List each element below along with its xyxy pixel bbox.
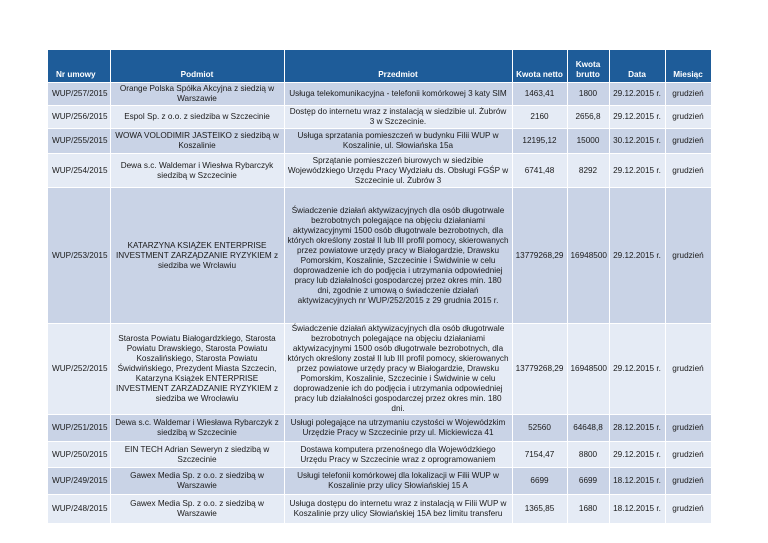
header-nr: Nr umowy bbox=[48, 50, 110, 83]
header-miesiac: Miesiąc bbox=[665, 50, 711, 83]
cell-brutto: 15000 bbox=[567, 129, 609, 154]
header-data: Data bbox=[609, 50, 665, 83]
table-row bbox=[48, 129, 711, 154]
table-row bbox=[48, 324, 711, 415]
cell-netto: 7154,47 bbox=[512, 442, 567, 468]
table-row bbox=[48, 83, 711, 106]
cell-podmiot: Gawex Media Sp. z o.o. z siedzibą w Warszawie bbox=[110, 495, 284, 523]
header-kwota-netto: Kwota netto bbox=[512, 50, 567, 83]
cell-netto: 12195,12 bbox=[512, 129, 567, 154]
cell-data: 29.12.2015 r. bbox=[609, 442, 665, 468]
cell-netto: 13779268,29 bbox=[512, 324, 567, 415]
cell-miesiac: grudzień bbox=[665, 415, 711, 442]
header-przedmiot: Przedmiot bbox=[284, 50, 512, 83]
cell-miesiac: grudzień bbox=[665, 188, 711, 324]
cell-brutto: 8292 bbox=[567, 154, 609, 188]
cell-miesiac: grudzień bbox=[665, 83, 711, 106]
cell-podmiot: Dewa s.c. Waldemar i Wiesłwa Rybarczyk siedzibą w Szczecinie bbox=[110, 154, 284, 188]
cell-przedmiot: Usługa sprzatania pomieszczeń w budynku Filii WUP w Koszalinie, ul. Słowiańska 15a bbox=[284, 129, 512, 154]
contracts-table bbox=[48, 50, 712, 523]
cell-netto: 1365,85 bbox=[512, 495, 567, 523]
cell-miesiac: grudzień bbox=[665, 129, 711, 154]
cell-podmiot: KATARZYNA KSIĄŻEK ENTERPRISE INVESTMENT ZARZĄDZANIE RYZYKIEM z siedziba we Wrcławiu bbox=[110, 188, 284, 324]
cell-nr: WUP/248/2015 bbox=[48, 495, 110, 523]
cell-przedmiot: Usługi polegające na utrzymaniu czystości w Wojewódzkim Urzędzie Pracy w Szczecinie przy ul. Mickiewicza 41 bbox=[284, 415, 512, 442]
cell-netto: 1463,41 bbox=[512, 83, 567, 106]
cell-podmiot: Dewa s.c. Waldemar i Wiesława Rybarczyk z siedzibą w Szczecinie bbox=[110, 415, 284, 442]
cell-brutto: 6699 bbox=[567, 468, 609, 495]
cell-przedmiot: Usługa telekomunikacyjna - telefonii komórkowej 3 katy SIM bbox=[284, 83, 512, 106]
table-row bbox=[48, 154, 711, 188]
cell-nr: WUP/255/2015 bbox=[48, 129, 110, 154]
cell-data: 29.12.2015 r. bbox=[609, 83, 665, 106]
cell-data: 29.12.2015 r. bbox=[609, 154, 665, 188]
table-row bbox=[48, 415, 711, 442]
cell-data: 18.12.2015 r. bbox=[609, 495, 665, 523]
cell-netto: 13779268,29 bbox=[512, 188, 567, 324]
header-podmiot: Podmiot bbox=[110, 50, 284, 83]
cell-data: 29.12.2015 r. bbox=[609, 106, 665, 129]
cell-przedmiot: Sprzątanie pomieszczeń biurowych w siedzibie Wojewódzkiego Urzędu Pracy Wydziału ds. Obsługi FGŚP w Szczecinie ul. Żubrów 3 bbox=[284, 154, 512, 188]
cell-podmiot: Espol Sp. z o.o. z siedziba w Szczecinie bbox=[110, 106, 284, 129]
cell-miesiac: grudzień bbox=[665, 468, 711, 495]
cell-data: 29.12.2015 r. bbox=[609, 188, 665, 324]
cell-podmiot: Starosta Powiatu Białogardzkiego, Starosta Powiatu Drawskiego, Starosta Powiatu Koszalińskiego, Starosta Powiatu Świdwińskiego, Prezydent Miasta Szczecin, Katarzyna Książek ENTERPRISE INVESTMENT ZARZADZANIE RYZYKIEM z siedziba we Wrocławiu bbox=[110, 324, 284, 415]
cell-nr: WUP/252/2015 bbox=[48, 324, 110, 415]
cell-nr: WUP/249/2015 bbox=[48, 468, 110, 495]
cell-data: 28.12.2015 r. bbox=[609, 415, 665, 442]
cell-podmiot: Orange Polska Spółka Akcyjna z siedzią w Warszawie bbox=[110, 83, 284, 106]
cell-brutto: 1680 bbox=[567, 495, 609, 523]
cell-nr: WUP/250/2015 bbox=[48, 442, 110, 468]
cell-brutto: 16948500 bbox=[567, 324, 609, 415]
cell-podmiot: EIN TECH Adrian Seweryn z siedzibą w Szczecinie bbox=[110, 442, 284, 468]
cell-brutto: 16948500 bbox=[567, 188, 609, 324]
cell-przedmiot: Świadczenie działań aktywizacyjnych dla osób długotrwale bezrobotnych polegające na objęciu działaniami aktywizacyjnymi 1500 osób długotrwale bezrobotnych, dla których określony został II lub III profil pomocy, skierowanych przez powiatowe urzędy pracy w Białogardzie, Drawsku Pomorskim, Koszalinie, Szczecinie i Świdwinie w celu doprowadzenie ich do podjęcia i utrzymania odpowiedniej pracy lub działalności gospodarczej przez okres min. 180 dni. bbox=[284, 324, 512, 415]
table-row bbox=[48, 106, 711, 129]
table-row bbox=[48, 495, 711, 523]
cell-miesiac: grudzień bbox=[665, 154, 711, 188]
cell-przedmiot: Dostęp do internetu wraz z instalacją w siedzibie ul. Żubrów 3 w Szczecinie. bbox=[284, 106, 512, 129]
cell-podmiot: Gawex Media Sp. z o.o. z siedzibą w Warszawie bbox=[110, 468, 284, 495]
cell-miesiac: grudzień bbox=[665, 495, 711, 523]
header-kwota-brutto: Kwota brutto bbox=[567, 50, 609, 83]
table-row bbox=[48, 468, 711, 495]
cell-nr: WUP/254/2015 bbox=[48, 154, 110, 188]
cell-nr: WUP/253/2015 bbox=[48, 188, 110, 324]
cell-netto: 6699 bbox=[512, 468, 567, 495]
cell-brutto: 2656,8 bbox=[567, 106, 609, 129]
cell-przedmiot: Usługi telefonii komórkowej dla lokalizacji w Filii WUP w Koszalinie przy ulicy Słowiańskiej 15 A bbox=[284, 468, 512, 495]
cell-nr: WUP/251/2015 bbox=[48, 415, 110, 442]
cell-netto: 6741,48 bbox=[512, 154, 567, 188]
cell-miesiac: grudzień bbox=[665, 324, 711, 415]
table-row bbox=[48, 188, 711, 324]
cell-nr: WUP/257/2015 bbox=[48, 83, 110, 106]
cell-miesiac: grudzień bbox=[665, 106, 711, 129]
header-row bbox=[48, 50, 711, 83]
cell-przedmiot: Dostawa komputera przenośnego dla Wojewódzkiego Urzędu Pracy w Szczecinie wraz z oprogramowaniem bbox=[284, 442, 512, 468]
table-row bbox=[48, 442, 711, 468]
cell-przedmiot: Świadczenie działań aktywizacyjnych dla osób długotrwale bezrobotnych polegające na objęciu działaniami aktywizacyjnymi 1500 osób długotrwale bezrobotnych, dla których określony został II lub III profil pomocy, skierowanych przez powiatowe urzędy pracy w Białogardzie, Drawsku Pomorskim, Koszalinie, Szczecinie i Świdwinie w celu doprowadzenie ich do podjęcia i utrzymania odpowiedniej pracy lub działalności gospodarczej przez okres min. 180 dni, zgodnie z umową o świadczenie działań aktywizacyjnych nr WUP/252/2015 z 29 grudnia 2015 r. bbox=[284, 188, 512, 324]
cell-brutto: 64648,8 bbox=[567, 415, 609, 442]
cell-brutto: 1800 bbox=[567, 83, 609, 106]
cell-przedmiot: Usługa dostępu do internetu wraz z instalacją w Filii WUP w Koszalinie przy ulicy Słowiańskiej 15A bez limitu transferu bbox=[284, 495, 512, 523]
cell-netto: 52560 bbox=[512, 415, 567, 442]
cell-podmiot: WOWA VOLODIMIR JASTEIKO z siedzibą w Koszalinie bbox=[110, 129, 284, 154]
cell-nr: WUP/256/2015 bbox=[48, 106, 110, 129]
cell-netto: 2160 bbox=[512, 106, 567, 129]
cell-data: 18.12.2015 r. bbox=[609, 468, 665, 495]
cell-data: 29.12.2015 r. bbox=[609, 324, 665, 415]
cell-brutto: 8800 bbox=[567, 442, 609, 468]
cell-miesiac: grudzień bbox=[665, 442, 711, 468]
cell-data: 30.12.2015 r. bbox=[609, 129, 665, 154]
